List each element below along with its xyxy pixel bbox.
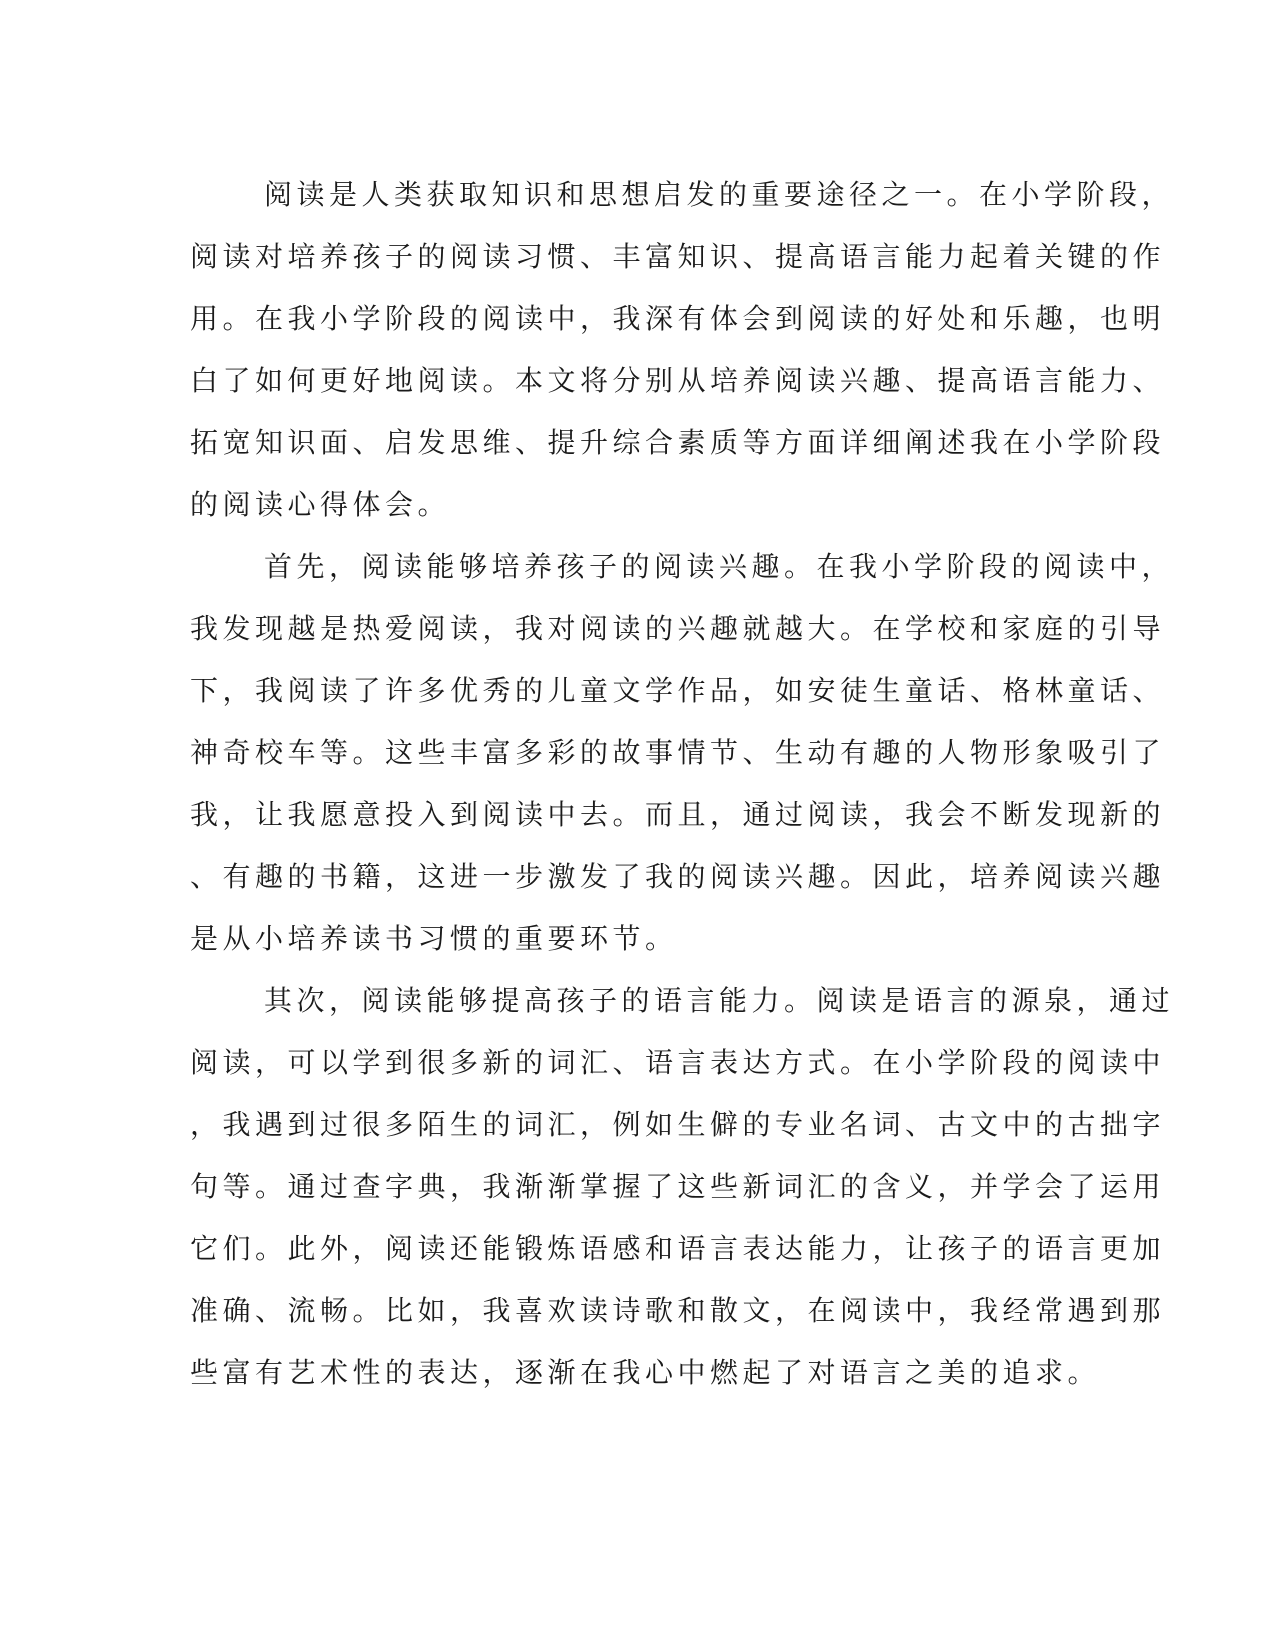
text-line: 句等。通过查字典，我渐渐掌握了这些新词汇的含义，并学会了运用 <box>190 1170 1166 1203</box>
text-line: ，我遇到过很多陌生的词汇，例如生僻的专业名词、古文中的古拙字 <box>190 1108 1166 1141</box>
text-line: 我发现越是热爱阅读，我对阅读的兴趣就越大。在学校和家庭的引导 <box>190 612 1166 645</box>
text-line: 拓宽知识面、启发思维、提升综合素质等方面详细阐述我在小学阶段 <box>190 426 1166 459</box>
text-line: 的阅读心得体会。 <box>190 488 451 521</box>
text-line: 下，我阅读了许多优秀的儿童文学作品，如安徒生童话、格林童话、 <box>190 674 1166 707</box>
text-line: 、有趣的书籍，这进一步激发了我的阅读兴趣。因此，培养阅读兴趣 <box>190 860 1166 893</box>
text-line: 阅读对培养孩子的阅读习惯、丰富知识、提高语言能力起着关键的作 <box>190 240 1166 273</box>
text-line: 神奇校车等。这些丰富多彩的故事情节、生动有趣的人物形象吸引了 <box>190 736 1166 769</box>
document-body <box>190 164 1175 1404</box>
text-line: 阅读是人类获取知识和思想启发的重要途径之一。在小学阶段， <box>264 178 1175 211</box>
text-line: 首先，阅读能够培养孩子的阅读兴趣。在我小学阶段的阅读中， <box>264 550 1175 583</box>
text-line: 是从小培养读书习惯的重要环节。 <box>190 922 678 955</box>
text-line: 阅读，可以学到很多新的词汇、语言表达方式。在小学阶段的阅读中 <box>190 1046 1166 1079</box>
text-line: 准确、流畅。比如，我喜欢读诗歌和散文，在阅读中，我经常遇到那 <box>190 1294 1166 1327</box>
paragraph-3 <box>190 970 1175 1404</box>
paragraph-2 <box>190 536 1175 970</box>
text-line: 其次，阅读能够提高孩子的语言能力。阅读是语言的源泉，通过 <box>264 984 1175 1017</box>
text-line: 我，让我愿意投入到阅读中去。而且，通过阅读，我会不断发现新的 <box>190 798 1166 831</box>
paragraph-1 <box>190 164 1175 536</box>
text-line: 用。在我小学阶段的阅读中，我深有体会到阅读的好处和乐趣，也明 <box>190 302 1166 335</box>
text-line: 白了如何更好地阅读。本文将分别从培养阅读兴趣、提高语言能力、 <box>190 364 1166 397</box>
text-line: 些富有艺术性的表达，逐渐在我心中燃起了对语言之美的追求。 <box>190 1356 1101 1389</box>
text-line: 它们。此外，阅读还能锻炼语感和语言表达能力，让孩子的语言更加 <box>190 1232 1166 1265</box>
